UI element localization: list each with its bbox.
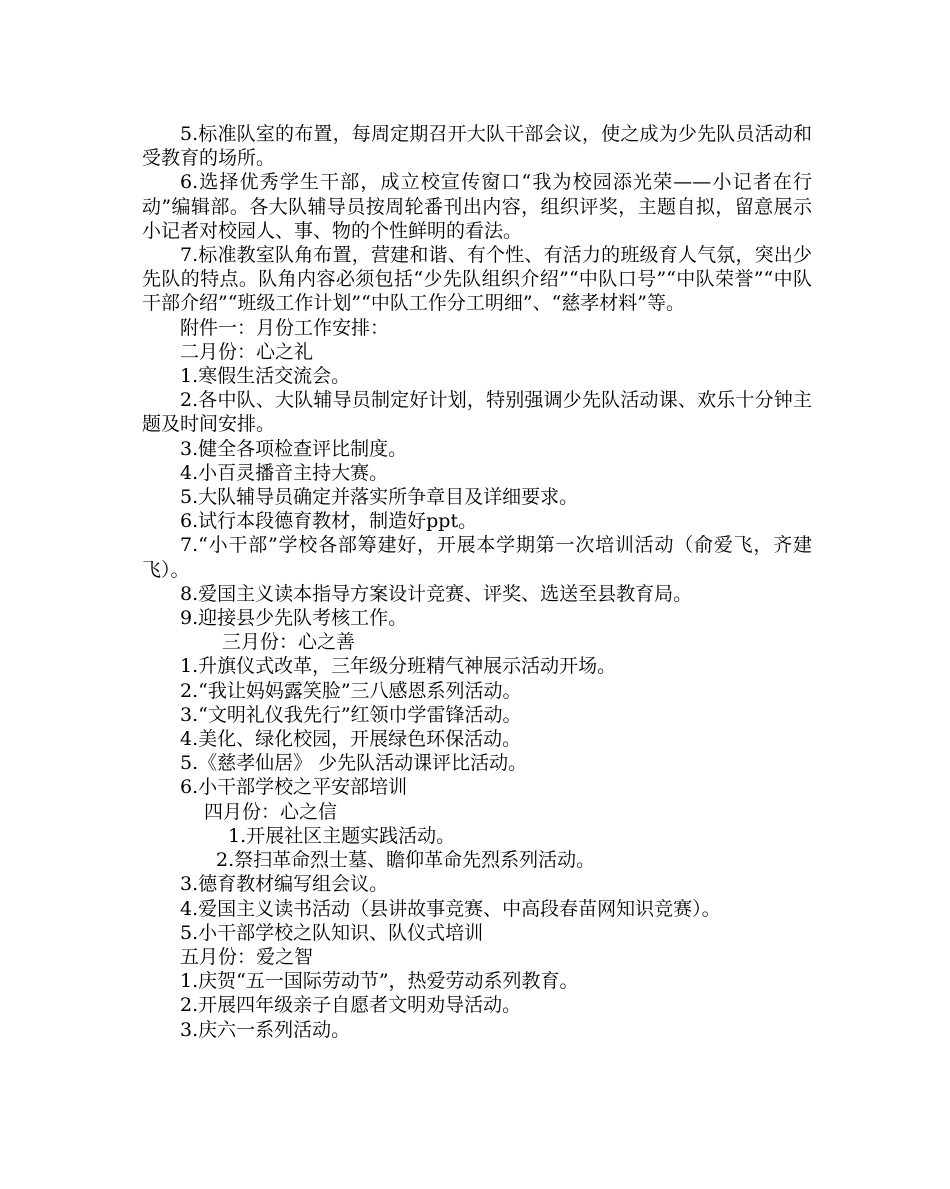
february-item-8: 8.爱国主义读本指导方案设计竞赛、评奖、选送至县教育局。: [180, 582, 693, 605]
may-item-2: 2.开展四年级亲子自愿者文明劝导活动。: [180, 994, 522, 1017]
april-item-5: 5.小干部学校之队知识、队仪式培训: [180, 921, 484, 944]
february-item-1: 1.寒假生活交流会。: [180, 365, 351, 388]
february-item-5: 5.大队辅导员确定并落实所争章目及详细要求。: [180, 486, 579, 509]
march-item-5: 5.《慈孝仙居》 少先队活动课评比活动。: [180, 752, 528, 775]
may-item-3: 3.庆六一系列活动。: [180, 1018, 351, 1041]
month-heading-may: 五月份：爱之智: [180, 945, 314, 968]
paragraph-item-5-team-room: 5.标准队室的布置，每周定期召开大队干部会议，使之成为少先队员活动和受教育的场所。: [142, 123, 812, 170]
paragraph-item-7-classroom-corner: 7.标准教室队角布置，营建和谐、有个性、有活力的班级育人气氛，突出少先队的特点。队角内容必须包括“少先队组织介绍”“中队口号”“中队荣誉”“中队干部介绍”“班级工作计划”“中队工作分工明细”、“慈孝材料”等。: [142, 244, 812, 315]
february-item-2: 2.各中队、大队辅导员制定好计划，特别强调少先队活动课、欢乐十分钟主题及时间安排。: [142, 389, 812, 436]
february-item-6: 6.试行本段德育教材，制造好ppt。: [180, 510, 478, 533]
may-item-1: 1.庆贺“五一国际劳动节”，热爱劳动系列教育。: [180, 970, 579, 993]
march-item-1: 1.升旗仪式改革，三年级分班精气神展示活动开场。: [180, 655, 617, 678]
february-item-7: 7.“小干部”学校各部筹建好，开展本学期第一次培训活动（俞爱飞，齐建飞）。: [142, 534, 812, 581]
march-item-4: 4.美化、绿化校园，开展绿色环保活动。: [180, 728, 522, 751]
attachment-heading: 附件一：月份工作安排：: [180, 316, 390, 339]
february-item-9: 9.迎接县少先队考核工作。: [180, 607, 408, 630]
april-item-3: 3.德育教材编写组会议。: [180, 873, 389, 896]
document-body: [142, 122, 812, 1042]
april-item-4: 4.爱国主义读书活动（县讲故事竞赛、中高段春苗网知识竞赛）。: [180, 897, 721, 920]
march-item-2: 2.“我让妈妈露笑脸”三八感恩系列活动。: [180, 679, 522, 702]
april-item-2: 2.祭扫革命烈士墓、瞻仰革命先烈系列活动。: [216, 849, 596, 872]
april-item-1: 1.开展社区主题实践活动。: [228, 824, 456, 847]
month-heading-february: 二月份：心之礼: [180, 340, 314, 363]
march-item-3: 3.“文明礼仪我先行”红领巾学雷锋活动。: [180, 703, 522, 726]
month-heading-april: 四月份：心之信: [204, 800, 338, 823]
march-item-6: 6.小干部学校之平安部培训: [180, 776, 408, 799]
paragraph-item-6-publicity-window: 6.选择优秀学生干部，成立校宣传窗口“我为校园添光荣——小记者在行动”编辑部。各大队辅导员按周轮番刊出内容，组织评奖，主题自拟，留意展示小记者对校园人、事、物的个性鲜明的看法。: [142, 171, 812, 242]
month-heading-march: 三月份：心之善: [222, 631, 356, 654]
february-item-4: 4.小百灵播音主持大赛。: [180, 461, 389, 484]
february-item-3: 3.健全各项检查评比制度。: [180, 437, 408, 460]
